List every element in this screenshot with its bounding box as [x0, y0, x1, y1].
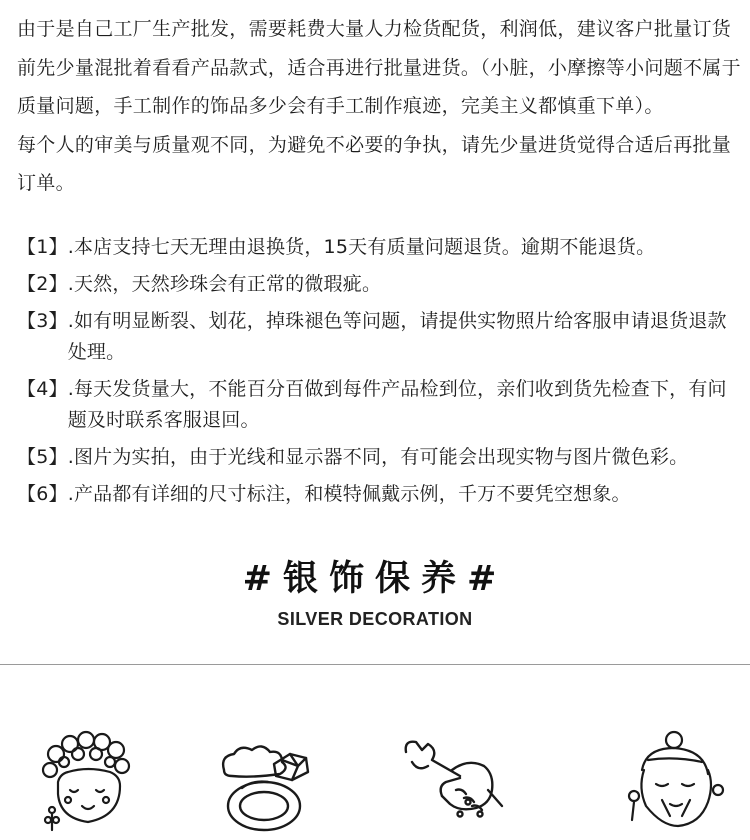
rule-number: 【6】 [17, 483, 68, 505]
list-item [17, 442, 743, 473]
divider [0, 664, 750, 665]
rule-number: 【3】 [17, 310, 68, 332]
ring-icon [212, 730, 322, 836]
rule-text: .天然，天然珍珠会有正常的微瑕疵。 [67, 273, 382, 295]
rule-text: .产品都有详细的尺寸标注，和模特佩戴示例，千万不要凭空想象。 [67, 483, 631, 505]
list-item [17, 306, 743, 368]
list-item [17, 269, 743, 300]
shower-cap-girl-icon [38, 730, 148, 836]
section-subtitle: SILVER DECORATION [277, 609, 473, 629]
notice-paragraph-2: 每个人的审美与质量观不同，为避免不必要的争执，请先少量进货觉得合适后再批量订单。 [17, 133, 732, 194]
rule-text: .每天发货量大，不能百分百做到每件产品检到位，亲们收到货先检查下，有问题及时联系客服退回。 [67, 378, 727, 431]
rule-number: 【5】 [17, 446, 68, 468]
rule-number: 【4】 [17, 378, 68, 400]
rules-list [17, 232, 743, 516]
rule-number: 【1】 [17, 236, 68, 258]
section-title: #银饰保养# [242, 559, 508, 599]
list-item [17, 232, 743, 263]
rule-text: .图片为实拍，由于光线和显示器不同，有可能会出现实物与图片微色彩。 [67, 446, 689, 468]
rule-text: .如有明显断裂、划花，掉珠褪色等问题，请提供实物照片给客服申请退货退款处理。 [67, 310, 727, 363]
notice-text [17, 10, 743, 203]
list-item [17, 479, 743, 510]
rule-number: 【2】 [17, 273, 68, 295]
list-item [17, 374, 743, 436]
notice-paragraph-1: 由于是自己工厂生产批发，需要耗费大量人力检货配货，利润低，建议客户批量订货前先少量混批着看看产品款式，适合再进行批量进货。（小脏，小摩擦等小问题不属于质量问题，手工制作的饰品多少会有手工制作痕迹，完美主义都慎重下单）。 [17, 18, 741, 117]
rule-text: .本店支持七天无理由退换货，15天有质量问题退货。逾期不能退货。 [67, 236, 656, 258]
mask-girl-icon [622, 730, 732, 836]
wrench-hand-icon [398, 730, 508, 836]
